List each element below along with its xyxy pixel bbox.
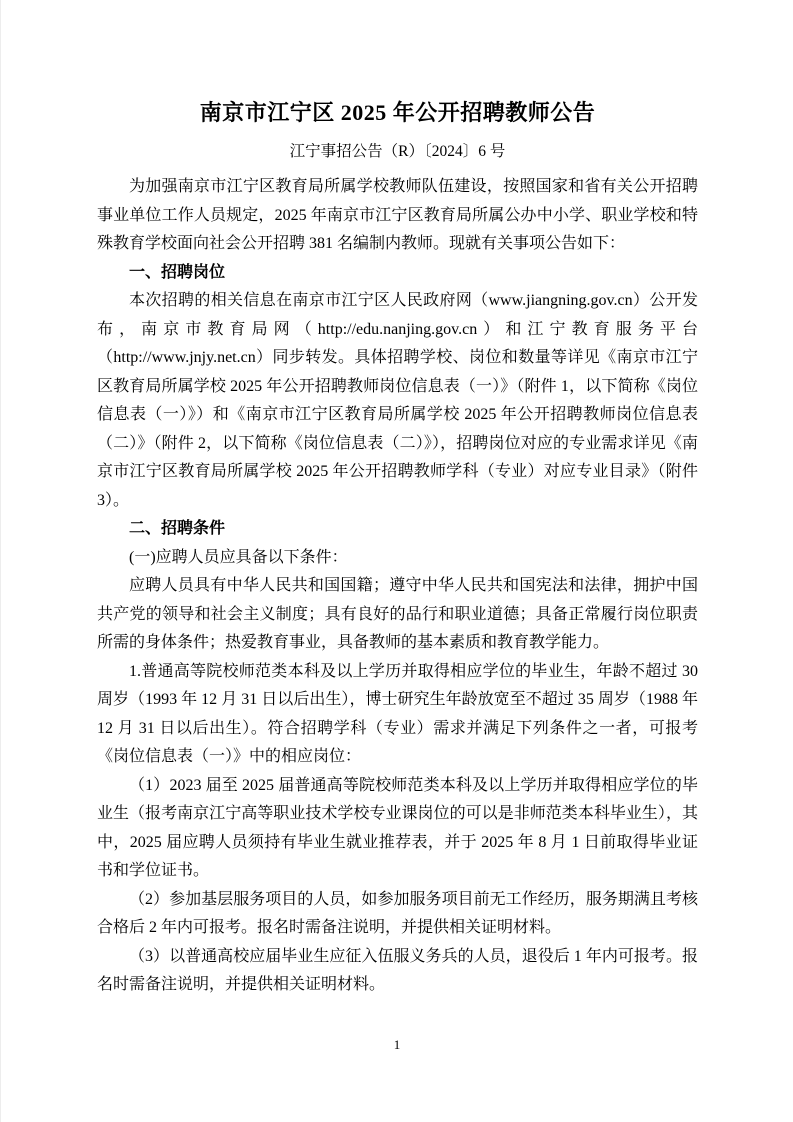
- page-number: 1: [393, 1037, 401, 1052]
- document-number: 江宁事招公告（R）〔2024〕6 号: [289, 143, 506, 160]
- section-heading-recruitment-positions: 一、招聘岗位: [129, 263, 226, 281]
- document-content: [97, 96, 698, 1000]
- page-footer: [1, 1036, 793, 1054]
- document-title: 南京市江宁区 2025 年公开招聘教师公告: [199, 100, 596, 125]
- paragraph-intro: 为加强南京市江宁区教育局所属学校教师队伍建设，按照国家和省有关公开招聘事业单位工作人员规定，2025 年南京市江宁区教育局所属公办中小学、职业学校和特殊教育学校面向社会公开招聘 381 名编制内教师。现就有关事项公告如下：: [97, 178, 698, 252]
- paragraph-item-1-age-requirements: 1.普通高等院校师范类本科及以上学历并取得相应学位的毕业生，年龄不超过 30 周岁（1993 年 12 月 31 日以后出生），博士研究生年龄放宽至不超过 35 周岁（1988 年 12 月 31 日以后出生）。符合招聘学科（专业）需求并满足下列条件之一者，可报考《岗位信息表（一）》中的相应岗位：: [97, 662, 698, 765]
- subsection-heading-applicant-conditions: (一)应聘人员应具备以下条件：: [129, 548, 348, 566]
- paragraph-position-info: 本次招聘的相关信息在南京市江宁区人民政府网（www.jiangning.gov.cn）公开发布，南京市教育局网（http://edu.nanjing.gov.cn）和江宁教育服务平台（http://www.jnjy.net.cn）同步转发。具体招聘学校、岗位和数量等详见《南京市江宁区教育局所属学校 2025 年公开招聘教师岗位信息表（一）》（附件 1，以下简称《岗位信息表（一）》）和《南京市江宁区教育局所属学校 2025 年公开招聘教师岗位信息表（二）》（附件 2，以下简称《岗位信息表（二）》），招聘岗位对应的专业需求详见《南京市江宁区教育局所属学校 2025 年公开招聘教师学科（专业）对应专业目录》（附件 3）。: [97, 292, 698, 509]
- section-heading-recruitment-conditions: 二、招聘条件: [129, 520, 226, 537]
- paragraph-basic-conditions: 应聘人员具有中华人民共和国国籍；遵守中华人民共和国宪法和法律，拥护中国共产党的领导和社会主义制度；具有良好的品行和职业道德；具备正常履行岗位职责所需的身体条件；热爱教育事业，具备教师的基本素质和教育教学能力。: [97, 577, 698, 651]
- paragraph-subitem-1-graduates: （1）2023 届至 2025 届普通高等院校师范类本科及以上学历并取得相应学位的毕业生（报考南京江宁高等职业技术学校专业课岗位的可以是非师范类本科毕业生），其中，2025 届应聘人员须持有毕业生就业推荐表，并于 2025 年 8 月 1 日前取得毕业证书和学位证书。: [97, 776, 698, 879]
- paragraph-subitem-2-grassroots-service: （2）参加基层服务项目的人员，如参加服务项目前无工作经历，服务期满且考核合格后 2 年内可报考。报名时需备注说明，并提供相关证明材料。: [97, 890, 698, 936]
- paragraph-subitem-3-veterans: （3）以普通高校应届毕业生应征入伍服义务兵的人员，退役后 1 年内可报考。报名时需备注说明，并提供相关证明材料。: [97, 947, 698, 993]
